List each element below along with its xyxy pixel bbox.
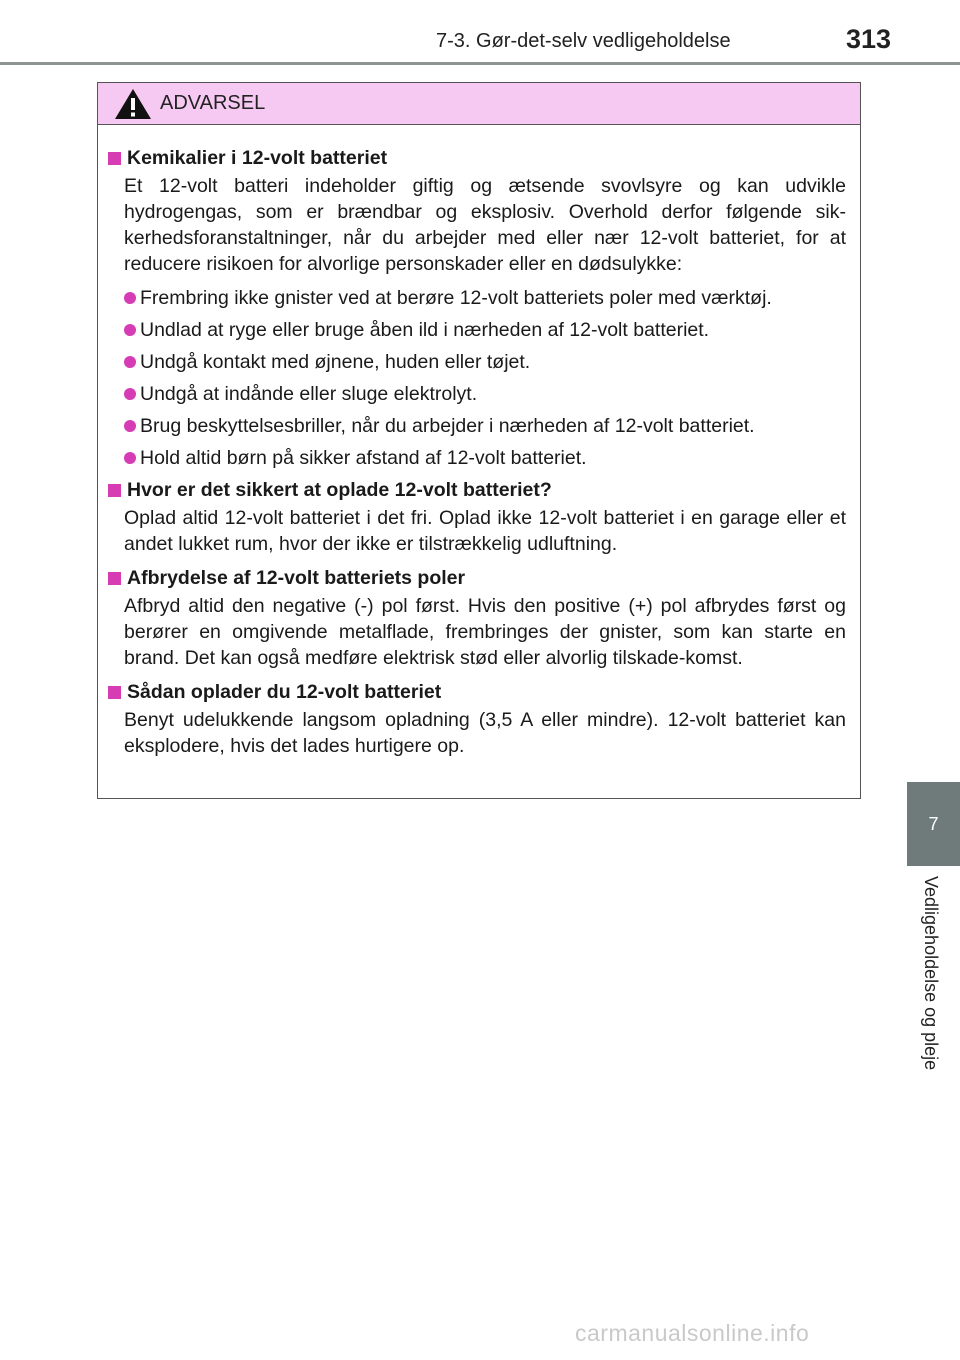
circle-bullet-icon <box>124 452 136 464</box>
list-item <box>108 413 846 439</box>
warning-box <box>97 82 861 799</box>
warning-header <box>98 83 860 125</box>
square-bullet-icon <box>108 572 121 585</box>
list-item <box>108 349 846 375</box>
section-charging-location <box>108 477 846 557</box>
list-item-text: Undlad at ryge eller bruge åben ild i nærheden af 12-volt batteriet. <box>140 319 710 341</box>
section-heading <box>108 477 846 503</box>
warning-title: ADVARSEL <box>160 92 266 114</box>
section-paragraph: Oplad altid 12-volt batteriet i det fri. Oplad ikke 12-volt batteriet i en garage eller et andet lukket rum, hvor der ikke er tilstrækkelig udluftning. <box>124 507 846 555</box>
list-item-text: Hold altid børn på sikker afstand af 12-volt batteriet. <box>140 447 587 469</box>
section-heading-text: Kemikalier i 12-volt batteriet <box>127 147 388 169</box>
section-heading-text: Hvor er det sikkert at oplade 12-volt batteriet? <box>127 479 552 501</box>
list-item-text: Frembring ikke gnister ved at berøre 12-volt batteriets poler med værktøj. <box>140 287 772 309</box>
list-item <box>108 445 846 471</box>
watermark: carmanualsonline.info <box>575 1320 810 1346</box>
warning-triangle-icon <box>114 88 152 120</box>
list-item-text: Undgå at indånde eller sluge elektrolyt. <box>140 383 478 405</box>
header-section-title: 7-3. Gør-det-selv vedligeholdelse <box>436 30 731 52</box>
section-how-to-charge <box>108 679 846 759</box>
section-heading-text: Sådan oplader du 12-volt batteriet <box>127 681 442 703</box>
circle-bullet-icon <box>124 292 136 304</box>
list-item-text: Brug beskyttelsesbriller, når du arbejder i nærheden af 12-volt batteriet. <box>140 415 755 437</box>
chapter-tab <box>907 782 960 866</box>
chapter-label: Vedligeholdelse og pleje <box>921 876 941 1071</box>
list-item <box>108 285 846 311</box>
section-heading <box>108 145 846 171</box>
header-rule <box>0 62 960 65</box>
circle-bullet-icon <box>124 324 136 336</box>
chapter-number: 7 <box>928 813 939 834</box>
precaution-list <box>108 285 846 471</box>
section-paragraph: Et 12-volt batteri indeholder giftig og ætsende svovlsyre og kan udvikle hydrogengas, som er brændbar og eksplosiv. Overhold derfor følgende sik-kerhedsforanstaltninger, når du arbejder med eller nær 12-volt batteriet, for at reducere risikoen for alvorlige personskader eller en dødsulykke: <box>124 175 846 275</box>
circle-bullet-icon <box>124 420 136 432</box>
warning-body <box>98 125 860 759</box>
list-item-text: Undgå kontakt med øjnene, huden eller tøjet. <box>140 351 531 373</box>
circle-bullet-icon <box>124 356 136 368</box>
section-paragraph: Benyt udelukkende langsom opladning (3,5 A eller mindre). 12-volt batteriet kan eksplodere, hvis det lades hurtigere op. <box>124 709 846 757</box>
list-item <box>108 381 846 407</box>
section-heading <box>108 679 846 705</box>
list-item <box>108 317 846 343</box>
square-bullet-icon <box>108 484 121 497</box>
section-paragraph: Afbryd altid den negative (-) pol først. Hvis den positive (+) pol afbrydes først og berører en omgivende metalflade, frembringes der gnister, som kan starte en brand. Det kan også medføre elektrisk stød eller alvorlig tilskade-komst. <box>124 595 846 669</box>
circle-bullet-icon <box>124 388 136 400</box>
square-bullet-icon <box>108 152 121 165</box>
section-heading <box>108 565 846 591</box>
page-number: 313 <box>846 24 892 54</box>
section-chemicals <box>108 145 846 471</box>
square-bullet-icon <box>108 686 121 699</box>
section-disconnect-poles <box>108 565 846 671</box>
section-heading-text: Afbrydelse af 12-volt batteriets poler <box>127 567 466 589</box>
